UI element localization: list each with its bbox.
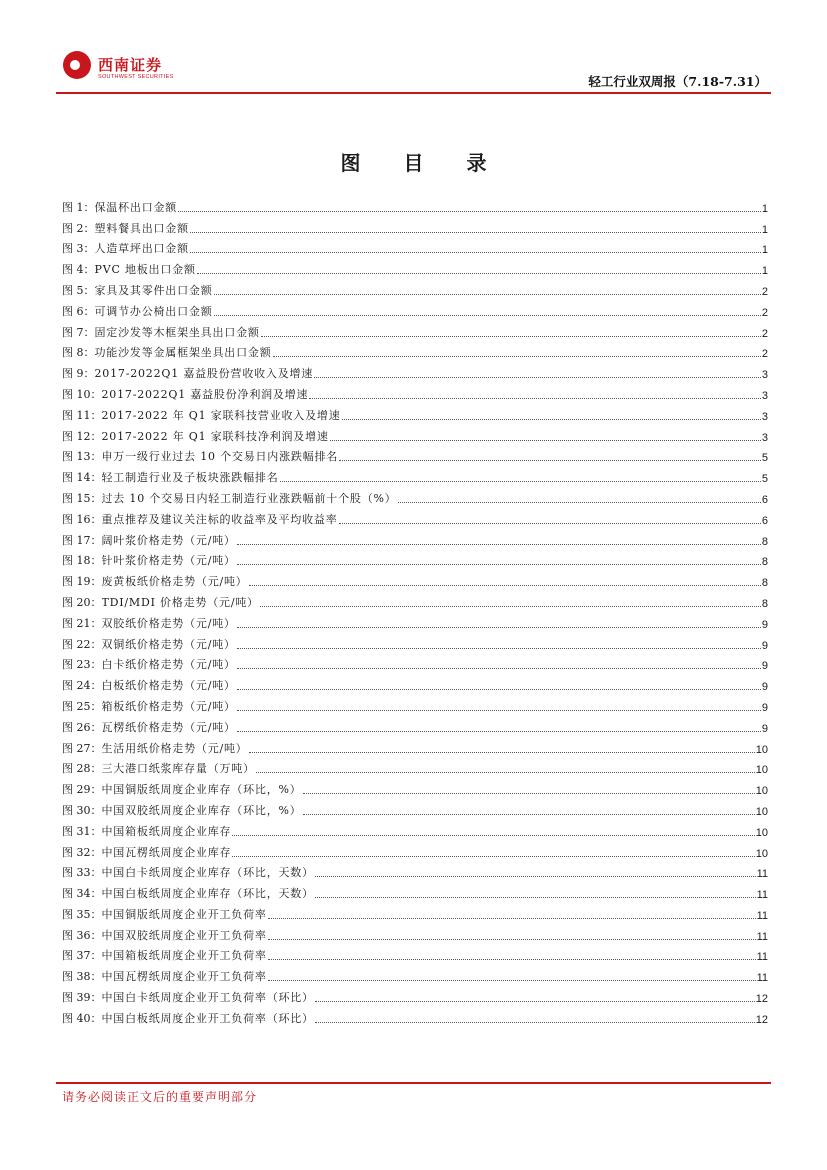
toc-entry-page: 8	[761, 535, 768, 548]
toc-entry[interactable]	[62, 735, 768, 756]
toc-entry-page: 11	[756, 889, 768, 902]
toc-leader-dots	[339, 460, 761, 461]
toc-entry-text: 针叶浆价格走势（元/吨）	[101, 554, 236, 568]
toc-leader-dots	[268, 980, 756, 981]
toc-entry[interactable]	[62, 839, 768, 860]
toc-entry-page: 9	[761, 681, 768, 694]
toc-entry-label: 图 38：	[62, 970, 102, 984]
toc-entry-label: 图 10：	[62, 387, 102, 401]
toc-leader-dots	[249, 585, 761, 586]
toc-entry-text: 三大港口纸浆库存量（万吨）	[101, 762, 255, 776]
toc-entry-text: 家具及其零件出口金额	[94, 283, 213, 297]
toc-leader-dots	[261, 336, 761, 337]
toc-entry-page: 11	[756, 930, 768, 943]
toc-leader-dots	[280, 481, 761, 482]
toc-entry-label: 图 19：	[62, 575, 102, 589]
toc-entry[interactable]	[62, 922, 768, 943]
toc-entry-page: 11	[756, 972, 768, 985]
toc-entry-label: 图 5：	[62, 283, 95, 297]
toc-entry[interactable]	[62, 256, 768, 277]
report-title: 轻工行业双周报（7.18-7.31）	[588, 74, 767, 89]
toc-entry-page: 11	[756, 868, 768, 881]
toc-entry-label: 图 6：	[62, 304, 95, 318]
toc-entry[interactable]	[62, 880, 768, 901]
toc-entry-label: 图 22：	[62, 637, 102, 651]
toc-entry-text: 双铜纸价格走势（元/吨）	[101, 637, 236, 651]
toc-leader-dots	[330, 440, 761, 441]
toc-leader-dots	[303, 793, 755, 794]
toc-entry-page: 6	[761, 493, 768, 506]
toc-entry-page: 2	[761, 306, 768, 319]
toc-leader-dots	[237, 710, 761, 711]
toc-leader-dots	[232, 835, 754, 836]
toc-entry-text: 功能沙发等金属框架坐具出口金额	[94, 346, 272, 360]
toc-leader-dots	[268, 918, 756, 919]
toc-entry-label: 图 25：	[62, 699, 102, 713]
toc-entry-page: 10	[755, 785, 768, 798]
toc-leader-dots	[260, 606, 761, 607]
toc-leader-dots	[315, 876, 756, 877]
toc-entry-label: 图 4：	[62, 263, 95, 277]
toc-entry-label: 图 30：	[62, 803, 102, 817]
toc-entry-label: 图 8：	[62, 346, 95, 360]
toc-entry-text: 申万一级行业过去 10 个交易日内涨跌幅排名	[101, 450, 339, 464]
toc-entry-label: 图 28：	[62, 762, 102, 776]
toc-entry[interactable]	[62, 756, 768, 777]
toc-entry-page: 2	[761, 327, 768, 340]
toc-entry-text: 双胶纸价格走势（元/吨）	[101, 616, 236, 630]
toc-entry-label: 图 21：	[62, 616, 102, 630]
toc-entry[interactable]	[62, 485, 768, 506]
toc-entry-text: 保温杯出口金额	[94, 200, 178, 214]
figure-table-of-contents	[62, 194, 768, 1026]
toc-entry-page: 11	[756, 909, 768, 922]
header-divider	[56, 92, 771, 94]
toc-entry-page: 10	[755, 805, 768, 818]
toc-entry-page: 1	[761, 244, 768, 257]
toc-leader-dots	[237, 544, 761, 545]
toc-leader-dots	[237, 668, 761, 669]
toc-entry-page: 2	[761, 285, 768, 298]
toc-entry-label: 图 20：	[62, 595, 102, 609]
toc-leader-dots	[190, 252, 761, 253]
toc-entry-page: 6	[761, 514, 768, 527]
toc-entry[interactable]	[62, 340, 768, 361]
toc-entry-text: 人造草坪出口金额	[94, 242, 189, 256]
toc-entry-label: 图 33：	[62, 866, 102, 880]
toc-leader-dots	[342, 419, 761, 420]
toc-entry-page: 8	[761, 577, 768, 590]
toc-entry-text: 废黄板纸价格走势（元/吨）	[101, 575, 248, 589]
toc-entry-text: 生活用纸价格走势（元/吨）	[101, 741, 248, 755]
toc-entry-text: 中国白卡纸周度企业库存（环比，天数）	[101, 866, 314, 880]
toc-leader-dots	[197, 273, 761, 274]
toc-entry-page: 10	[755, 847, 768, 860]
toc-leader-dots	[178, 211, 761, 212]
toc-leader-dots	[315, 897, 756, 898]
toc-entry-text: 中国瓦楞纸周度企业开工负荷率	[101, 970, 267, 984]
toc-entry-text: 中国白卡纸周度企业开工负荷率（环比）	[101, 991, 314, 1005]
toc-entry-label: 图 15：	[62, 491, 102, 505]
company-logo	[62, 50, 192, 86]
toc-entry-text: 可调节办公椅出口金额	[94, 304, 213, 318]
toc-entry[interactable]	[62, 610, 768, 631]
toc-entry[interactable]	[62, 236, 768, 257]
toc-entry-text: 白板纸价格走势（元/吨）	[101, 679, 236, 693]
toc-entry-page: 8	[761, 556, 768, 569]
toc-entry-text: 过去 10 个交易日内轻工制造行业涨跌幅前十个股（%）	[101, 491, 397, 505]
toc-entry-label: 图 1：	[62, 200, 95, 214]
toc-leader-dots	[237, 627, 761, 628]
toc-entry-label: 图 23：	[62, 658, 102, 672]
toc-entry-text: 中国白板纸周度企业库存（环比，天数）	[101, 887, 314, 901]
toc-leader-dots	[214, 315, 761, 316]
toc-entry-page: 9	[761, 701, 768, 714]
southwest-securities-logo-icon	[62, 50, 92, 80]
toc-entry-label: 图 24：	[62, 679, 102, 693]
toc-entry[interactable]	[62, 672, 768, 693]
toc-entry-page: 5	[761, 452, 768, 465]
toc-entry[interactable]	[62, 444, 768, 465]
toc-entry-page: 5	[761, 473, 768, 486]
toc-leader-dots	[309, 398, 761, 399]
toc-entry-page: 9	[761, 618, 768, 631]
toc-entry-text: 白卡纸价格走势（元/吨）	[101, 658, 236, 672]
toc-entry-page: 3	[761, 431, 768, 444]
toc-entry-text: 中国瓦楞纸周度企业库存	[101, 845, 232, 859]
toc-entry[interactable]	[62, 943, 768, 964]
logo-chinese-name: 西南证券	[98, 56, 163, 74]
toc-leader-dots	[237, 564, 761, 565]
toc-entry[interactable]	[62, 381, 768, 402]
toc-entry-text: 塑料餐具出口金额	[94, 221, 189, 235]
toc-entry-label: 图 2：	[62, 221, 95, 235]
toc-entry[interactable]	[62, 901, 768, 922]
toc-entry-page: 9	[761, 660, 768, 673]
toc-entry-label: 图 32：	[62, 845, 102, 859]
toc-entry-page: 1	[761, 202, 768, 215]
toc-entry[interactable]	[62, 506, 768, 527]
toc-entry-label: 图 11：	[62, 408, 102, 422]
toc-entry-page: 10	[755, 743, 768, 756]
toc-leader-dots	[232, 856, 754, 857]
toc-entry[interactable]	[62, 277, 768, 298]
toc-entry-text: 中国箱板纸周度企业开工负荷率	[101, 949, 267, 963]
logo-english-name: SOUTHWEST SECURITIES	[98, 74, 174, 80]
toc-leader-dots	[190, 232, 761, 233]
toc-leader-dots	[214, 294, 761, 295]
toc-entry-label: 图 9：	[62, 367, 95, 381]
toc-entry[interactable]	[62, 194, 768, 215]
toc-entry[interactable]	[62, 298, 768, 319]
toc-entry[interactable]	[62, 360, 768, 381]
toc-entry-label: 图 26：	[62, 720, 102, 734]
toc-entry[interactable]	[62, 527, 768, 548]
toc-entry-text: 固定沙发等木框架坐具出口金额	[94, 325, 260, 339]
toc-entry-label: 图 14：	[62, 471, 102, 485]
toc-entry[interactable]	[62, 1005, 768, 1026]
toc-leader-dots	[268, 959, 756, 960]
toc-entry[interactable]	[62, 215, 768, 236]
toc-leader-dots	[237, 689, 761, 690]
toc-entry-page: 9	[761, 722, 768, 735]
toc-entry[interactable]	[62, 797, 768, 818]
toc-entry-label: 图 7：	[62, 325, 95, 339]
toc-entry[interactable]	[62, 589, 768, 610]
toc-entry-text: 轻工制造行业及子板块涨跌幅排名	[101, 471, 279, 485]
toc-leader-dots	[237, 648, 761, 649]
toc-entry[interactable]	[62, 963, 768, 984]
toc-entry-label: 图 40：	[62, 1011, 102, 1025]
toc-entry-text: 2017-2022Q1 嘉益股份营收收入及增速	[94, 367, 314, 381]
toc-title: 图 目 录	[340, 151, 505, 175]
toc-entry-text: 箱板纸价格走势（元/吨）	[101, 699, 236, 713]
toc-entry-page: 1	[761, 265, 768, 278]
toc-entry[interactable]	[62, 652, 768, 673]
toc-leader-dots	[273, 356, 761, 357]
toc-entry-text: 中国双胶纸周度企业开工负荷率	[101, 928, 267, 942]
toc-entry-label: 图 12：	[62, 429, 102, 443]
toc-entry-label: 图 16：	[62, 512, 102, 526]
footer-disclaimer: 请务必阅读正文后的重要声明部分	[62, 1090, 258, 1104]
toc-entry[interactable]	[62, 423, 768, 444]
toc-entry-text: 2017-2022 年 Q1 家联科技营业收入及增速	[101, 408, 341, 422]
toc-entry[interactable]	[62, 860, 768, 881]
toc-entry-label: 图 27：	[62, 741, 102, 755]
toc-entry-label: 图 36：	[62, 928, 102, 942]
toc-entry-text: 中国铜版纸周度企业库存（环比，%）	[101, 783, 302, 797]
toc-entry-page: 8	[761, 597, 768, 610]
toc-leader-dots	[256, 772, 755, 773]
toc-entry-text: 阔叶浆价格走势（元/吨）	[101, 533, 236, 547]
toc-entry[interactable]	[62, 818, 768, 839]
toc-entry-label: 图 18：	[62, 554, 102, 568]
toc-entry[interactable]	[62, 776, 768, 797]
toc-entry-page: 3	[761, 389, 768, 402]
toc-entry-label: 图 3：	[62, 242, 95, 256]
toc-entry[interactable]	[62, 693, 768, 714]
toc-entry[interactable]	[62, 984, 768, 1005]
toc-entry-page: 10	[755, 826, 768, 839]
toc-entry-label: 图 39：	[62, 991, 102, 1005]
toc-entry-page: 2	[761, 348, 768, 361]
toc-entry-label: 图 37：	[62, 949, 102, 963]
toc-entry-text: 重点推荐及建议关注标的收益率及平均收益率	[101, 512, 338, 526]
toc-entry-page: 10	[755, 764, 768, 777]
footer-divider	[56, 1082, 771, 1084]
toc-entry-page: 3	[761, 369, 768, 382]
toc-entry[interactable]	[62, 568, 768, 589]
toc-entry-text: 2017-2022 年 Q1 家联科技净利润及增速	[101, 429, 329, 443]
toc-entry-page: 1	[761, 223, 768, 236]
toc-leader-dots	[314, 377, 761, 378]
toc-entry-label: 图 29：	[62, 783, 102, 797]
toc-leader-dots	[303, 814, 755, 815]
toc-entry[interactable]	[62, 548, 768, 569]
toc-entry-label: 图 13：	[62, 450, 102, 464]
toc-entry-text: 瓦楞纸价格走势（元/吨）	[101, 720, 236, 734]
toc-entry[interactable]	[62, 319, 768, 340]
toc-leader-dots	[249, 752, 755, 753]
toc-entry-page: 11	[756, 951, 768, 964]
toc-leader-dots	[237, 731, 761, 732]
toc-entry[interactable]	[62, 402, 768, 423]
toc-leader-dots	[398, 502, 761, 503]
toc-entry[interactable]	[62, 631, 768, 652]
toc-entry[interactable]	[62, 714, 768, 735]
toc-entry-text: 中国双胶纸周度企业库存（环比，%）	[101, 803, 302, 817]
toc-leader-dots	[339, 523, 761, 524]
toc-entry-label: 图 35：	[62, 907, 102, 921]
toc-entry-label: 图 17：	[62, 533, 102, 547]
toc-entry-label: 图 31：	[62, 824, 102, 838]
toc-entry-text: PVC 地板出口金额	[94, 263, 196, 277]
toc-leader-dots	[315, 1022, 755, 1023]
toc-entry-text: 中国箱板纸周度企业库存	[101, 824, 232, 838]
toc-entry-text: 中国铜版纸周度企业开工负荷率	[101, 907, 267, 921]
toc-entry-page: 3	[761, 410, 768, 423]
toc-entry-page: 12	[755, 993, 768, 1006]
toc-leader-dots	[315, 1001, 755, 1002]
toc-entry-page: 9	[761, 639, 768, 652]
toc-entry-text: TDI/MDI 价格走势（元/吨）	[101, 595, 259, 609]
toc-entry[interactable]	[62, 464, 768, 485]
toc-entry-text: 2017-2022Q1 嘉益股份净利润及增速	[101, 387, 309, 401]
toc-leader-dots	[268, 939, 756, 940]
page-header	[0, 0, 827, 95]
toc-entry-page: 12	[755, 1013, 768, 1026]
toc-entry-text: 中国白板纸周度企业开工负荷率（环比）	[101, 1011, 314, 1025]
toc-entry-label: 图 34：	[62, 887, 102, 901]
